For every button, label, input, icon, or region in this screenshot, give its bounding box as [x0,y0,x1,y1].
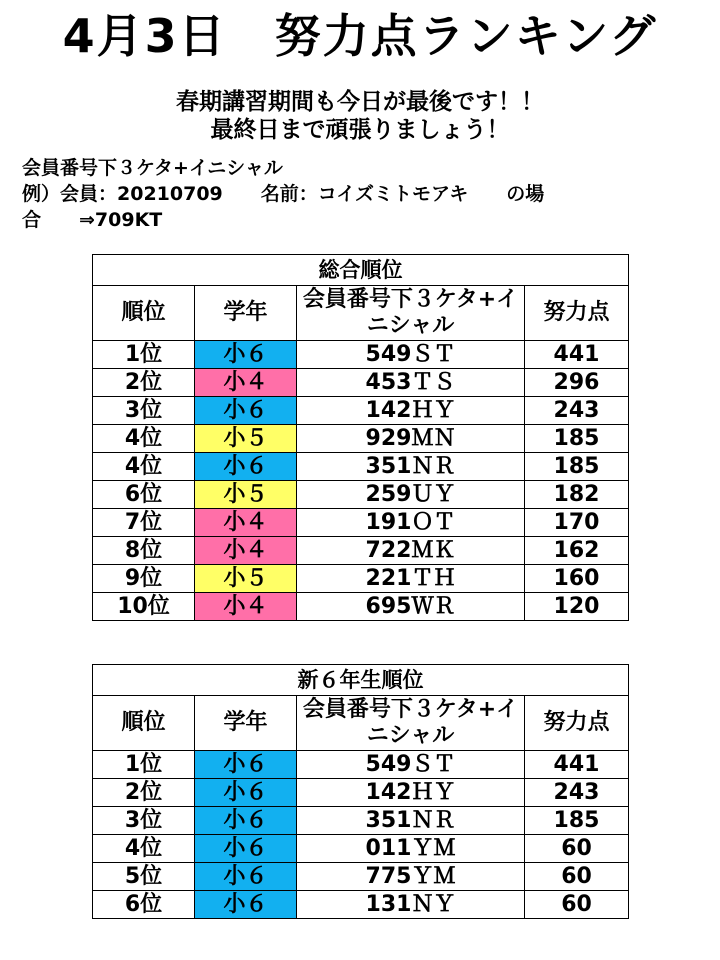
member-id-cell: 011ＹＭ [297,835,525,863]
column-header-rank: 順位 [93,286,195,341]
member-id-cell: 351ＮＲ [297,453,525,481]
grade-cell: 小５ [195,425,297,453]
rank-cell: 5位 [93,863,195,891]
table-row [93,807,629,835]
message-line-1: 春期講習期間も今日が最後です！！ [176,89,544,115]
rank-cell: 4位 [93,835,195,863]
table-caption: 新６年生順位 [93,665,629,696]
points-cell: 185 [525,453,629,481]
points-cell: 441 [525,341,629,369]
member-id-cell: 221ＴＨ [297,565,525,593]
points-cell: 182 [525,481,629,509]
points-cell: 60 [525,863,629,891]
points-cell: 60 [525,835,629,863]
points-cell: 160 [525,565,629,593]
rank-cell: 7位 [93,509,195,537]
table-row [93,481,629,509]
rank-cell: 6位 [93,481,195,509]
rank-cell: 4位 [93,453,195,481]
grade6-ranking-table [92,664,629,919]
grade-cell: 小４ [195,369,297,397]
rank-cell: 6位 [93,891,195,919]
grade-cell: 小６ [195,751,297,779]
table-row [93,593,629,621]
member-id-cell: 131ＮＹ [297,891,525,919]
table-row [93,369,629,397]
member-id-cell: 549ＳＴ [297,751,525,779]
column-header-points: 努力点 [525,286,629,341]
table-row [93,863,629,891]
table-row [93,891,629,919]
table-row [93,751,629,779]
member-id-cell: 259ＵＹ [297,481,525,509]
note-line-2: 例）会員：20210709 名前：コイズミトモアキ の場 [22,183,545,205]
member-id-cell: 453ＴＳ [297,369,525,397]
note-line-1: 会員番号下３ケタ+イニシャル [22,157,283,179]
page-title: 4月3日 努力点ランキング [62,9,658,63]
table-row [93,509,629,537]
rank-cell: 3位 [93,807,195,835]
member-id-cell: 142ＨＹ [297,397,525,425]
grade-cell: 小６ [195,779,297,807]
points-cell: 162 [525,537,629,565]
column-header-grade: 学年 [195,286,297,341]
table-row [93,425,629,453]
grade-cell: 小６ [195,807,297,835]
member-id-cell: 695ＷＲ [297,593,525,621]
grade-cell: 小４ [195,593,297,621]
table-row [93,537,629,565]
table-caption: 総合順位 [93,255,629,286]
rank-cell: 1位 [93,751,195,779]
table-row [93,397,629,425]
grade-cell: 小６ [195,863,297,891]
grade-cell: 小６ [195,453,297,481]
grade-cell: 小６ [195,891,297,919]
message-line-2: 最終日まで頑張りましょう！ [210,117,510,143]
table-row [93,565,629,593]
points-cell: 296 [525,369,629,397]
member-id-cell: 722ＭＫ [297,537,525,565]
note-line-3: 合 ⇒709KT [22,209,163,231]
overall-ranking-table [92,254,629,621]
rank-cell: 8位 [93,537,195,565]
member-id-cell: 142ＨＹ [297,779,525,807]
rank-cell: 4位 [93,425,195,453]
grade-cell: 小６ [195,397,297,425]
points-cell: 441 [525,751,629,779]
table-row [93,453,629,481]
points-cell: 60 [525,891,629,919]
table-row [93,779,629,807]
points-cell: 185 [525,425,629,453]
column-header-member-id: 会員番号下３ケタ+イニシャル [297,696,525,751]
member-id-cell: 549ＳＴ [297,341,525,369]
points-cell: 170 [525,509,629,537]
grade-cell: 小５ [195,565,297,593]
member-id-cell: 775ＹＭ [297,863,525,891]
member-id-cell: 929ＭＮ [297,425,525,453]
column-header-rank: 順位 [93,696,195,751]
points-cell: 243 [525,397,629,425]
rank-cell: 2位 [93,779,195,807]
points-cell: 120 [525,593,629,621]
rank-cell: 9位 [93,565,195,593]
points-cell: 185 [525,807,629,835]
grade-cell: 小５ [195,481,297,509]
column-header-grade: 学年 [195,696,297,751]
rank-cell: 1位 [93,341,195,369]
grade-cell: 小４ [195,537,297,565]
points-cell: 243 [525,779,629,807]
grade-cell: 小６ [195,341,297,369]
member-id-cell: 351ＮＲ [297,807,525,835]
column-header-member-id: 会員番号下３ケタ+イニシャル [297,286,525,341]
table-row [93,835,629,863]
column-header-points: 努力点 [525,696,629,751]
rank-cell: 2位 [93,369,195,397]
grade-cell: 小４ [195,509,297,537]
rank-cell: 10位 [93,593,195,621]
rank-cell: 3位 [93,397,195,425]
member-id-cell: 191ＯＴ [297,509,525,537]
grade-cell: 小６ [195,835,297,863]
table-row [93,341,629,369]
